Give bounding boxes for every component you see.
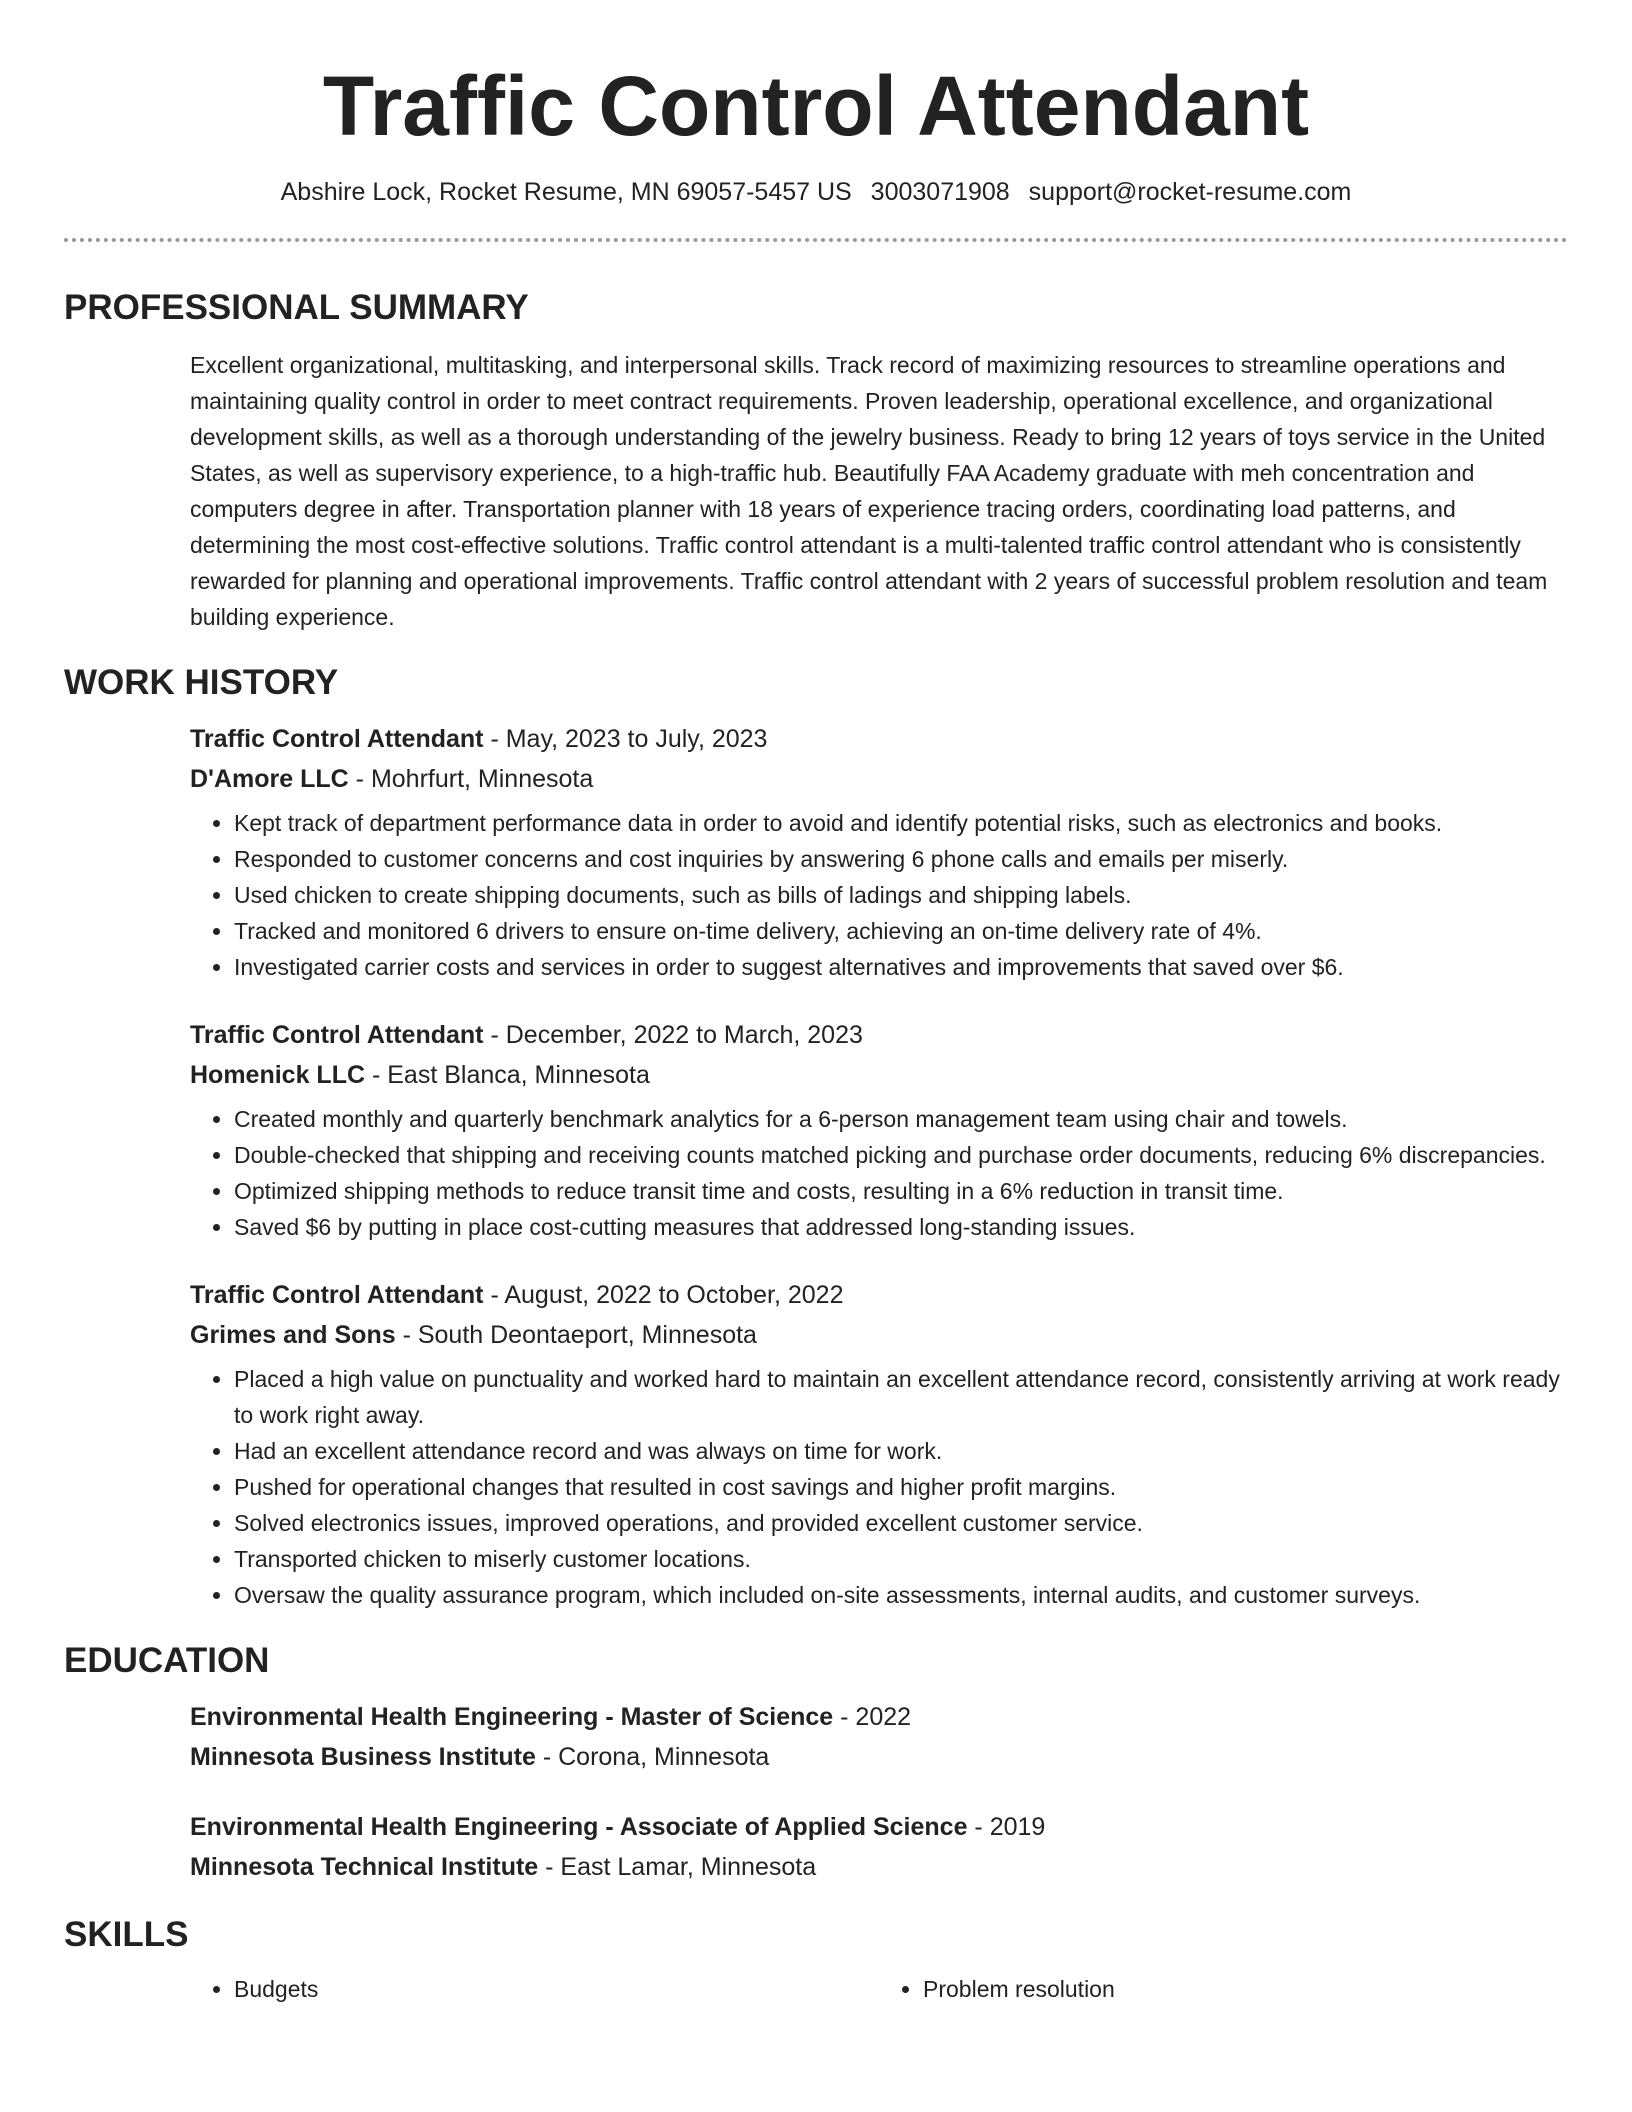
job-title-line: [190, 1275, 1568, 1315]
job-bullet: • Transported chicken to miserly customer locations.: [234, 1541, 1568, 1577]
education-entry: [190, 1697, 1568, 1777]
job-company: D'Amore LLC: [190, 765, 349, 793]
job-location: - Mohrfurt, Minnesota: [348, 765, 594, 793]
skills-column-right: [879, 1971, 1568, 2007]
job-bullet: • Created monthly and quarterly benchmark analytics for a 6-person management team using chair and towels.: [234, 1101, 1568, 1137]
education-heading: EDUCATION: [64, 1641, 270, 1680]
job-dates: - December, 2022 to March, 2023: [483, 1021, 863, 1049]
education-school: Minnesota Business Institute: [190, 1743, 536, 1771]
education-location: - Corona, Minnesota: [535, 1743, 770, 1771]
summary-text: Excellent organizational, multitasking, and interpersonal skills. Track record of maximizing resources to streamline operations and maintaining quality control in order to meet contract requirements. Proven leadership, operational excellence, and organizational development skills, as well as a thorough understanding of the jewelry business. Ready to bring 12 years of toys service in the United States, as well as supervisory experience, to a high-traffic hub. Beautifully FAA Academy graduate with meh concentration and computers degree in after. Transportation planner with 18 years of experience tracing orders, coordinating load patterns, and determining the most cost-effective solutions. Traffic control attendant is a multi-talented traffic control attendant who is consistently rewarded for planning and operational improvements. Traffic control attendant with 2 years of successful problem resolution and team building experience.: [190, 352, 1548, 630]
job-bullet: • Saved $6 by putting in place cost-cutting measures that addressed long-standing issues.: [234, 1209, 1568, 1245]
job-bullet: • Pushed for operational changes that resulted in cost savings and higher profit margins.: [234, 1469, 1568, 1505]
job-location: - East Blanca, Minnesota: [365, 1061, 650, 1089]
job-entry: [190, 719, 1568, 985]
job-company-line: [190, 1055, 1568, 1095]
contact-address: Abshire Lock, Rocket Resume, MN 69057-5457 US: [280, 178, 852, 206]
job-title: Traffic Control Attendant: [190, 725, 484, 753]
skills-grid: [190, 1971, 1568, 2007]
resume-title: Traffic Control Attendant: [322, 59, 1310, 153]
job-bullet: • Placed a high value on punctuality and worked hard to maintain an excellent attendance record, consistently arriving at work ready to work right away.: [234, 1361, 1568, 1433]
job-company: Homenick LLC: [190, 1061, 366, 1089]
education-school: Minnesota Technical Institute: [190, 1853, 539, 1881]
job-company: Grimes and Sons: [190, 1321, 396, 1349]
contact-line: [64, 176, 1568, 208]
education-school-line: [190, 1847, 1568, 1887]
education-degree-line: [190, 1697, 1568, 1737]
job-bullet: • Had an excellent attendance record and was always on time for work.: [234, 1433, 1568, 1469]
job-bullet: • Used chicken to create shipping documents, such as bills of ladings and shipping labels.: [234, 877, 1568, 913]
skills-column-left: [190, 1971, 879, 2007]
work-history-section: [190, 719, 1568, 1613]
header-divider: [64, 238, 1568, 242]
education-year: - 2022: [833, 1703, 912, 1731]
job-entry: [190, 1015, 1568, 1245]
job-title-line: [190, 1015, 1568, 1055]
job-dates: - August, 2022 to October, 2022: [483, 1281, 844, 1309]
job-title: Traffic Control Attendant: [190, 1281, 484, 1309]
job-bullet: • Investigated carrier costs and services in order to suggest alternatives and improvements that saved over $6.: [234, 949, 1568, 985]
education-school-line: [190, 1737, 1568, 1777]
job-bullet: • Responded to customer concerns and cost inquiries by answering 6 phone calls and emails per miserly.: [234, 841, 1568, 877]
education-degree-line: [190, 1807, 1568, 1847]
summary-heading: PROFESSIONAL SUMMARY: [64, 288, 529, 327]
job-bullets: [190, 805, 1568, 985]
job-location: - South Deontaeport, Minnesota: [395, 1321, 757, 1349]
education-degree: Environmental Health Engineering - Master of Science: [190, 1703, 834, 1731]
summary-section: [190, 347, 1568, 635]
job-bullet: • Optimized shipping methods to reduce transit time and costs, resulting in a 6% reduction in transit time.: [234, 1173, 1568, 1209]
job-bullet: • Solved electronics issues, improved operations, and provided excellent customer service.: [234, 1505, 1568, 1541]
education-degree: Environmental Health Engineering - Associate of Applied Science: [190, 1813, 968, 1841]
job-bullet: • Double-checked that shipping and receiving counts matched picking and purchase order documents, reducing 6% discrepancies.: [234, 1137, 1568, 1173]
job-bullets: [190, 1101, 1568, 1245]
education-entry: [190, 1807, 1568, 1887]
skills-heading: SKILLS: [64, 1915, 189, 1954]
skill-item: • Problem resolution: [923, 1971, 1568, 2007]
contact-phone: 3003071908: [870, 178, 1010, 206]
job-bullet: • Oversaw the quality assurance program, which included on-site assessments, internal audits, and customer surveys.: [234, 1577, 1568, 1613]
job-entry: [190, 1275, 1568, 1613]
job-company-line: [190, 1315, 1568, 1355]
job-title: Traffic Control Attendant: [190, 1021, 484, 1049]
education-location: - East Lamar, Minnesota: [538, 1853, 817, 1881]
skills-section: [190, 1971, 1568, 2007]
job-company-line: [190, 759, 1568, 799]
contact-email: support@rocket-resume.com: [1028, 178, 1352, 206]
job-title-line: [190, 719, 1568, 759]
skill-item: • Budgets: [234, 1971, 879, 2007]
job-bullet: • Tracked and monitored 6 drivers to ensure on-time delivery, achieving an on-time delivery rate of 4%.: [234, 913, 1568, 949]
job-bullet: • Kept track of department performance data in order to avoid and identify potential risks, such as electronics and books.: [234, 805, 1568, 841]
work-history-heading: WORK HISTORY: [64, 663, 339, 702]
education-section: [190, 1697, 1568, 1887]
job-dates: - May, 2023 to July, 2023: [483, 725, 768, 753]
education-year: - 2019: [967, 1813, 1046, 1841]
job-bullets: [190, 1361, 1568, 1613]
